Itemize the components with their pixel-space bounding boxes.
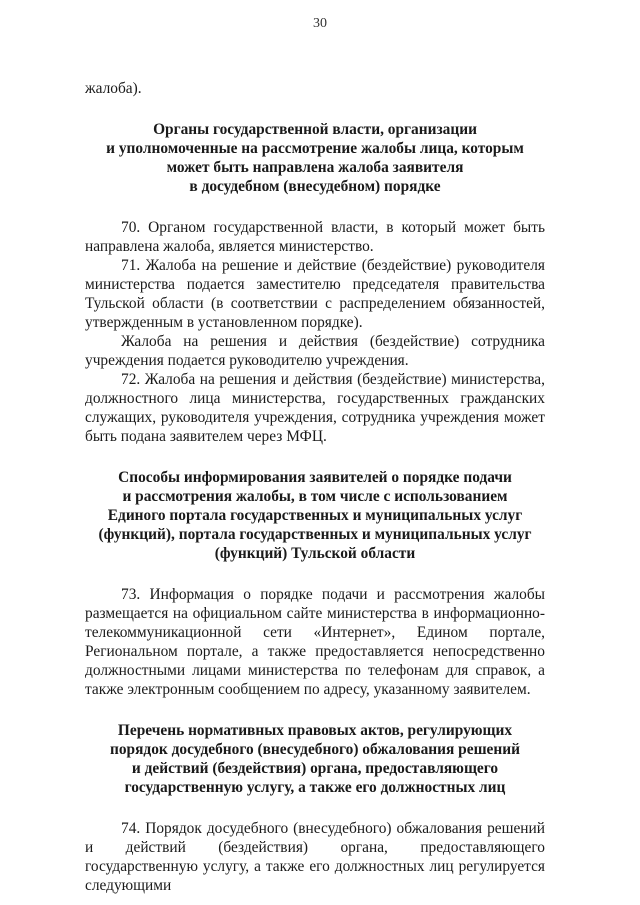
section-heading: Способы информирования заявителей о порядке подачи и рассмотрения жалобы, в том числе с использованием Единого портала государственных и муниципальных услуг (функций), портала государственных и муниципальных услуг (функций) Тульской области	[98, 469, 532, 562]
section-heading: Органы государственной власти, организации и уполномоченные на рассмотрение жалобы лица, которым может быть направлена жалоба заявителя в досудебном (внесудебном) порядке	[106, 121, 524, 195]
page-number: 30	[313, 16, 327, 31]
section-appeal-bodies	[85, 120, 545, 446]
paragraph-71-cont: Жалоба на решения и действия (бездействие) сотрудника учреждения подается руководителю учреждения.	[85, 333, 545, 369]
paragraph-74: 74. Порядок досудебного (внесудебного) обжалования решений и действий (бездействия) органа, предоставляющего государственную услугу, а также его должностных лиц регулируется следующими	[85, 820, 545, 894]
section-regulatory-acts	[85, 721, 545, 895]
paragraph-72: 72. Жалоба на решения и действия (бездействие) министерства, должностного лица министерства, государственных гражданских служащих, руководителя учреждения, сотрудника учреждения может быть подана заявителем через МФЦ.	[85, 371, 545, 445]
section-heading: Перечень нормативных правовых актов, регулирующих порядок досудебного (внесудебного) обжалования решений и действий (бездействия) органа, предоставляющего государственную услугу, а также его должностных лиц	[109, 722, 520, 796]
paragraph-71: 71. Жалоба на решение и действие (бездействие) руководителя министерства подается заместителю председателя правительства Тульской области (в соответствии с распределением обязанностей, утвержденным в установленном порядке).	[85, 257, 545, 331]
paragraph-70: 70. Органом государственной власти, в который может быть направлена жалоба, является министерство.	[85, 219, 545, 255]
continuation-text: жалоба).	[85, 80, 142, 97]
section-information-methods	[85, 468, 545, 699]
paragraph-73: 73. Информация о порядке подачи и рассмотрения жалобы размещается на официальном сайте министерства в информационно-телекоммуникационной сети «Интернет», Едином портале, Региональном портале, а также предоставляется непосредственно должностными лицами министерства по телефонам для справок, а также электронным сообщением по адресу, указанному заявителем.	[85, 586, 545, 698]
page-body	[85, 79, 545, 895]
